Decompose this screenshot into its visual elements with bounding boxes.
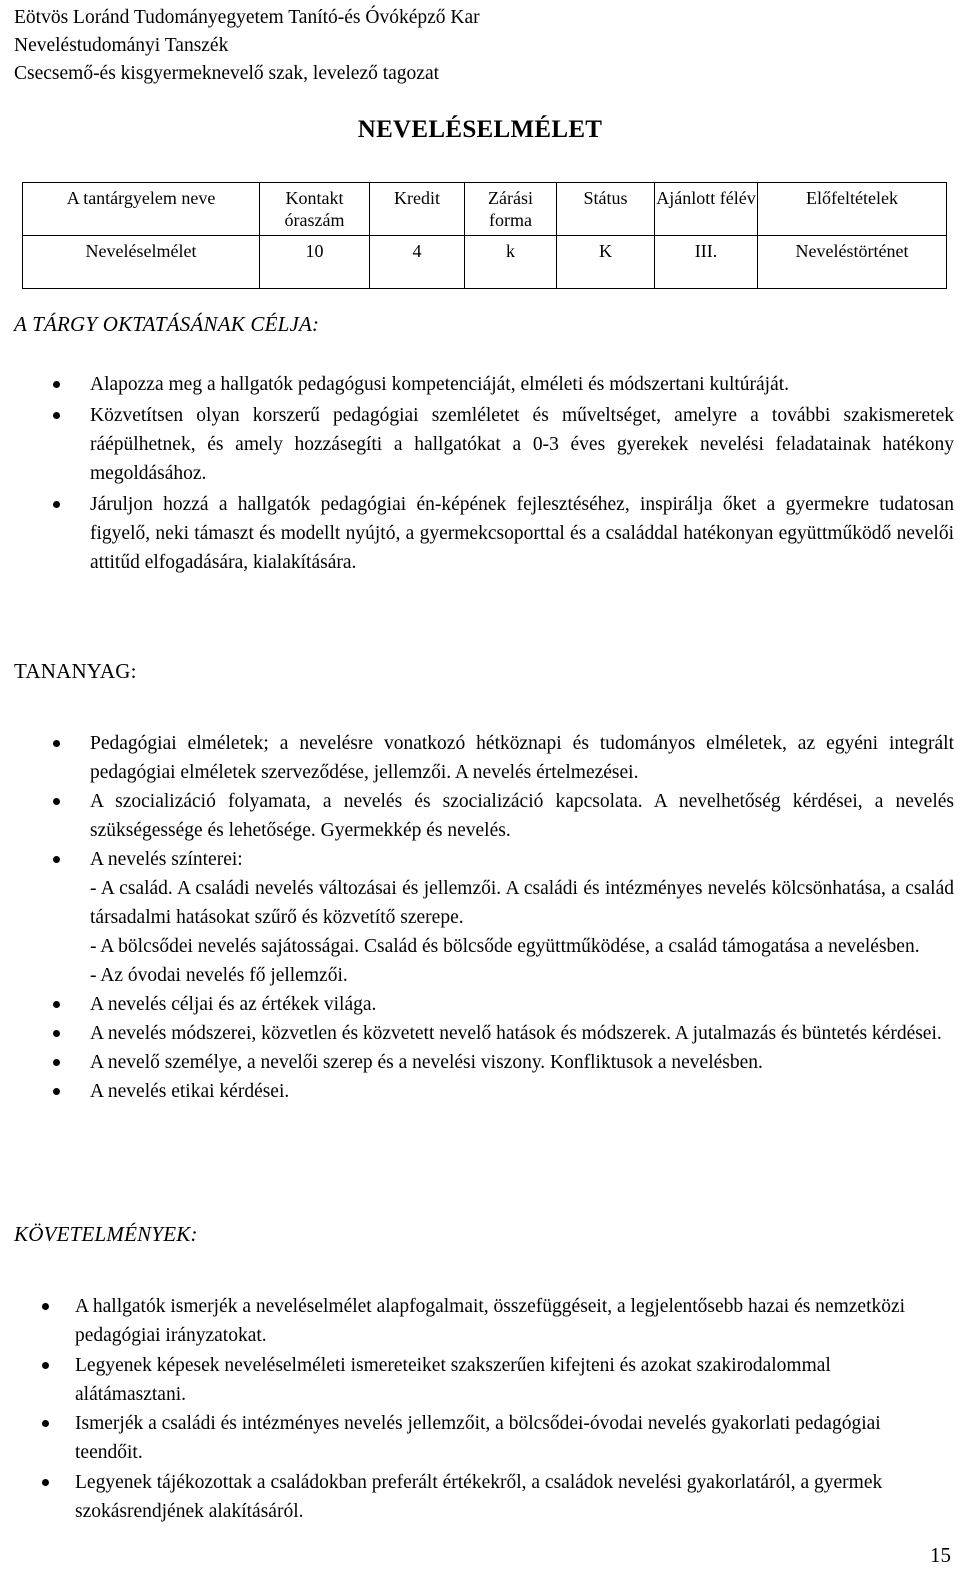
table-header-cell: Kredit (370, 183, 465, 236)
table-row (23, 236, 947, 289)
header-program: Csecsemő-és kisgyermeknevelő szak, levelező tagozat (14, 63, 440, 84)
requirements-list (75, 1292, 935, 1526)
list-item: Járuljon hozzá a hallgatók pedagógiai én-képének fejlesztéséhez, inspirálja őket a gyermekre tudatosan figyelő, neki támaszt és modellt nyújtó, a gyermekcsoporttal és a családdal hatékonyan együttműködő nevelői attitűd elfogadására, kialakítására. (90, 490, 954, 577)
table-cell: III. (655, 236, 758, 289)
table-header-cell: Kontakt óraszám (260, 183, 370, 236)
goals-list (90, 370, 954, 577)
header-department: Neveléstudományi Tanszék (14, 35, 229, 56)
list-item: Legyenek tájékozottak a családokban preferált értékekről, a családok nevelési gyakorlatáról, a gyermek szokásrendjének alakításáról. (75, 1468, 935, 1526)
list-item-label: A nevelés színterei: (90, 849, 243, 870)
list-item (90, 845, 954, 990)
list-item: Ismerjék a családi és intézményes nevelés jellemzőit, a bölcsődei-óvodai nevelés gyakorlati pedagógiai teendőit. (75, 1409, 935, 1467)
requirements-heading: KÖVETELMÉNYEK: (14, 1222, 198, 1246)
page-title: NEVELÉSELMÉLET (357, 116, 603, 143)
list-item: Pedagógiai elméletek; a nevelésre vonatkozó hétköznapi és tudományos elméletek, az egyéni integrált pedagógiai elméletek szerveződése, jellemzői. A nevelés értelmezései. (90, 729, 954, 787)
sub-item: - A bölcsődei nevelés sajátosságai. Család és bölcsőde együttműködése, a család támogatása a nevelésben. (90, 936, 920, 957)
sub-item: - A család. A családi nevelés változásai és jellemzői. A családi és intézményes nevelés kölcsönhatása, a család társadalmi hatásokat szűrő és közvetítő szerepe. (90, 878, 954, 928)
sub-item: - Az óvodai nevelés fő jellemzői. (90, 965, 348, 986)
table-cell: 4 (370, 236, 465, 289)
table-cell: Neveléstörténet (758, 236, 947, 289)
list-item: A hallgatók ismerjék a neveléselmélet alapfogalmait, összefüggéseit, a legjelentősebb hazai és nemzetközi pedagógiai irányzatokat. (75, 1292, 935, 1350)
list-item: Legyenek képesek neveléselméleti ismereteiket szakszerűen kifejteni és azokat szakirodalommal alátámasztani. (75, 1351, 935, 1409)
list-item: Alapozza meg a hallgatók pedagógusi kompetenciáját, elméleti és módszertani kultúráját. (90, 370, 954, 399)
list-item: Közvetítsen olyan korszerű pedagógiai szemléletet és műveltséget, amelyre a további szakismeretek ráépülhetnek, és amely hozzásegíti a hallgatókat a 0-3 éves gyerekek nevelési feladatainak hatékony megoldásához. (90, 401, 954, 488)
table-header-cell: Előfeltételek (758, 183, 947, 236)
table-cell: Neveléselmélet (23, 236, 260, 289)
table-header-cell: Státus (557, 183, 655, 236)
course-table (22, 182, 947, 289)
table-cell: K (557, 236, 655, 289)
goals-heading: A TÁRGY OKTATÁSÁNAK CÉLJA: (14, 312, 320, 336)
list-item: A szocializáció folyamata, a nevelés és szocializáció kapcsolata. A nevelhetőség kérdései, a nevelés szükségessége és lehetősége. Gyermekkép és nevelés. (90, 787, 954, 845)
table-cell: 10 (260, 236, 370, 289)
list-item: A nevelő személye, a nevelői szerep és a nevelési viszony. Konfliktusok a nevelésben. (90, 1048, 954, 1077)
table-cell: k (465, 236, 557, 289)
table-header-cell: A tantárgyelem neve (23, 183, 260, 236)
header-institution: Eötvös Loránd Tudományegyetem Tanító-és Óvóképző Kar (14, 7, 480, 28)
topics-list (90, 729, 954, 1106)
table-header-cell: Ajánlott félév (655, 183, 758, 236)
course-table-header-row (23, 183, 947, 236)
list-item: A nevelés etikai kérdései. (90, 1077, 954, 1106)
page-number: 15 (930, 1543, 951, 1567)
list-item: A nevelés módszerei, közvetlen és közvetett nevelő hatások és módszerek. A jutalmazás és büntetés kérdései. (90, 1019, 954, 1048)
table-header-cell: Zárási forma (465, 183, 557, 236)
list-item: A nevelés céljai és az értékek világa. (90, 990, 954, 1019)
topics-heading: TANANYAG: (14, 659, 137, 683)
